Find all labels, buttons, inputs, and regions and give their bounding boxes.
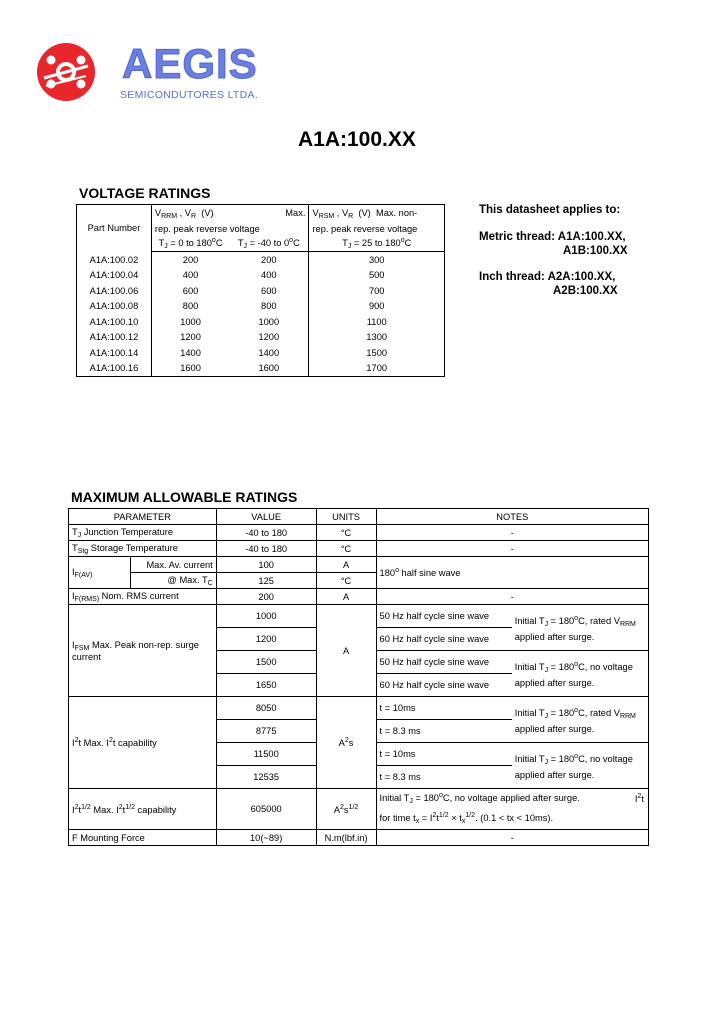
voltage-cell: 1600 bbox=[180, 363, 201, 374]
voltage-cell: 1000 bbox=[229, 314, 309, 330]
param-i2rt: $I^2t^{1/2}$ Max. $I^2t^{1/2}$ capability bbox=[69, 789, 217, 830]
table-row: $T_{Stg}$ Storage Temperature -40 to 180 °C - bbox=[69, 541, 649, 557]
table-row: $I_{F(AV)}$ Max. Av. current 100 A 180$^o$ half sine wave bbox=[69, 557, 649, 573]
table-row bbox=[77, 330, 445, 346]
table-row: 11500 t = 10ms Initial $T_J = 180^oC$, no voltage applied after surge. bbox=[69, 743, 649, 766]
table-row: $I_{F(RMS)}$ Nom. RMS current 200 A - bbox=[69, 589, 649, 605]
part-number-cell: A1A:100.08 bbox=[77, 299, 152, 315]
table-row bbox=[77, 361, 445, 377]
table-row: 1200 60 Hz half cycle sine wave bbox=[69, 628, 649, 651]
voltage-cell: 1400 bbox=[180, 347, 201, 358]
table-row: @ Max. $T_C$ 125 °C bbox=[69, 573, 649, 589]
note-ifsm-1: Initial $T_J = 180^oC$, rated $V_{RRM}$ applied after surge. bbox=[512, 605, 649, 651]
table-row bbox=[77, 283, 445, 299]
voltage-cell: 1300 bbox=[366, 332, 388, 343]
part-number-cell: A1A:100.14 bbox=[77, 345, 152, 361]
voltage-cell: 1400 bbox=[229, 345, 309, 361]
units-i2t: $A^2s$ bbox=[316, 697, 376, 789]
voltage-cell: 1700 bbox=[366, 363, 388, 374]
brand-name: AEGIS bbox=[122, 40, 258, 87]
voltage-cell: 600 bbox=[182, 285, 199, 296]
temp-range-3: $T_J = 25$ to 180$^o$C bbox=[309, 236, 445, 252]
voltage-cell: 500 bbox=[368, 270, 385, 281]
col-vrrm-header: $V_{RRM}$ , $V_R$ (V) Max. rep. peak reverse voltage bbox=[151, 205, 309, 237]
param-i2t: $I^2t$ Max. $I^2t$ capability bbox=[69, 697, 217, 789]
table-row: 12535 t = 8.3 ms bbox=[69, 766, 649, 789]
units-i2rt: $A^2s^{1/2}$ bbox=[316, 789, 376, 830]
temp-range-1: $T_J = 0$ to 180$^o$C bbox=[151, 236, 229, 252]
applies-inch-2: A2B:100.XX bbox=[553, 285, 618, 297]
voltage-cell: 1500 bbox=[366, 347, 388, 358]
voltage-cell: 400 bbox=[229, 268, 309, 284]
header-notes: NOTES bbox=[376, 509, 648, 525]
col-vrsm-header: $V_{RSM}$ , $V_R$ (V) Max. non- rep. peak reverse voltage bbox=[312, 208, 418, 234]
param-ifsm: $I_{FSM}$ Max. Peak non-rep. surge current bbox=[69, 605, 217, 697]
voltage-cell: 1200 bbox=[229, 330, 309, 346]
applies-inch: Inch thread: A2A:100.XX, bbox=[479, 271, 616, 283]
table-row: 1650 60 Hz half cycle sine wave bbox=[69, 674, 649, 697]
table-row bbox=[77, 314, 445, 330]
table-row: $I^2t^{1/2}$ Max. $I^2t^{1/2}$ capability 605000 $A^2s^{1/2}$ Initial $T_J = 180^oC$, no voltage applied after surge. for time $t_x = I^2t^{1/2} \times t_x^{1/2}$. (0.1 < tx < 10ms). $I^2t$ bbox=[69, 789, 649, 830]
part-number-cell: A1A:100.10 bbox=[77, 314, 152, 330]
table-row bbox=[77, 268, 445, 284]
voltage-cell: 700 bbox=[368, 285, 385, 296]
voltage-cell: 600 bbox=[229, 283, 309, 299]
voltage-cell: 1100 bbox=[366, 316, 387, 327]
table-row: F Mounting Force 10(~89) N.m(lbf.in) - bbox=[69, 830, 649, 846]
voltage-cell: 800 bbox=[182, 301, 199, 312]
voltage-ratings-table bbox=[76, 204, 445, 377]
voltage-cell: 200 bbox=[229, 252, 309, 268]
part-number-cell: A1A:100.02 bbox=[77, 252, 152, 268]
note-i2rt: Initial $T_J = 180^oC$, no voltage applied after surge. for time $t_x = I^2t^{1/2} \times t_x^{1/2}$. (0.1 < tx < 10ms). $I^2t$ bbox=[376, 789, 648, 830]
header-value: VALUE bbox=[216, 509, 316, 525]
note-i2t-2: Initial $T_J = 180^oC$, no voltage applied after surge. bbox=[512, 743, 649, 789]
document-title: A1A:100.XX bbox=[298, 128, 416, 151]
table-row: $I_{FSM}$ Max. Peak non-rep. surge current 1000 A 50 Hz half cycle sine wave Initial $T_J = 180^oC$, rated $V_{RRM}$ applied after surge. bbox=[69, 605, 649, 628]
voltage-cell: 800 bbox=[229, 299, 309, 315]
voltage-cell: 200 bbox=[182, 254, 199, 265]
part-number-cell: A1A:100.04 bbox=[77, 268, 152, 284]
note-ifsm-2: Initial $T_J = 180^oC$, no voltage applied after surge. bbox=[512, 651, 649, 697]
param-ifav-symbol: $I_{F(AV)}$ bbox=[69, 557, 131, 589]
table-row bbox=[77, 299, 445, 315]
applies-metric: Metric thread: A1A:100.XX, bbox=[479, 231, 626, 243]
note-i2t-1: Initial $T_J = 180^oC$, rated $V_{RRM}$ applied after surge. bbox=[512, 697, 649, 743]
col-part-number: Part Number bbox=[77, 205, 152, 252]
applies-heading: This datasheet applies to: bbox=[479, 204, 621, 216]
param-tstg: $T_{Stg}$ Storage Temperature bbox=[69, 541, 217, 557]
param-ifrms: $I_{F(RMS)}$ Nom. RMS current bbox=[69, 589, 217, 605]
note-ifav: 180$^o$ half sine wave bbox=[376, 557, 648, 589]
voltage-cell: 1200 bbox=[180, 332, 201, 343]
header-parameter: PARAMETER bbox=[69, 509, 217, 525]
voltage-cell: 1600 bbox=[229, 361, 309, 377]
param-tj: $T_J$ Junction Temperature bbox=[69, 525, 217, 541]
part-number-cell: A1A:100.06 bbox=[77, 283, 152, 299]
table-row: 8775 t = 8.3 ms bbox=[69, 720, 649, 743]
table-row: $T_J$ Junction Temperature -40 to 180 °C - bbox=[69, 525, 649, 541]
voltage-cell: 400 bbox=[182, 270, 199, 281]
part-number-cell: A1A:100.16 bbox=[77, 361, 152, 377]
voltage-cell: 900 bbox=[368, 301, 385, 312]
table-row bbox=[77, 345, 445, 361]
part-number-cell: A1A:100.12 bbox=[77, 330, 152, 346]
max-ratings-title: MAXIMUM ALLOWABLE RATINGS bbox=[71, 489, 298, 505]
table-row: $I^2t$ Max. $I^2t$ capability 8050 $A^2s$ t = 10ms Initial $T_J = 180^oC$, rated $V_{RRM}$ applied after surge. bbox=[69, 697, 649, 720]
voltage-cell: 1000 bbox=[180, 316, 201, 327]
voltage-cell: 300 bbox=[368, 254, 385, 265]
brand-subtitle: SEMICONDUTORES LTDA. bbox=[120, 89, 259, 101]
logo-icon bbox=[36, 42, 96, 102]
voltage-ratings-title: VOLTAGE RATINGS bbox=[79, 185, 211, 201]
table-row: 1500 50 Hz half cycle sine wave Initial $T_J = 180^oC$, no voltage applied after surge. bbox=[69, 651, 649, 674]
header-units: UNITS bbox=[316, 509, 376, 525]
temp-range-2: $T_J = -40$ to 0$^o$C bbox=[229, 236, 309, 252]
max-ratings-table bbox=[68, 508, 649, 846]
applies-metric-2: A1B:100.XX bbox=[563, 245, 628, 257]
table-row bbox=[77, 252, 445, 268]
